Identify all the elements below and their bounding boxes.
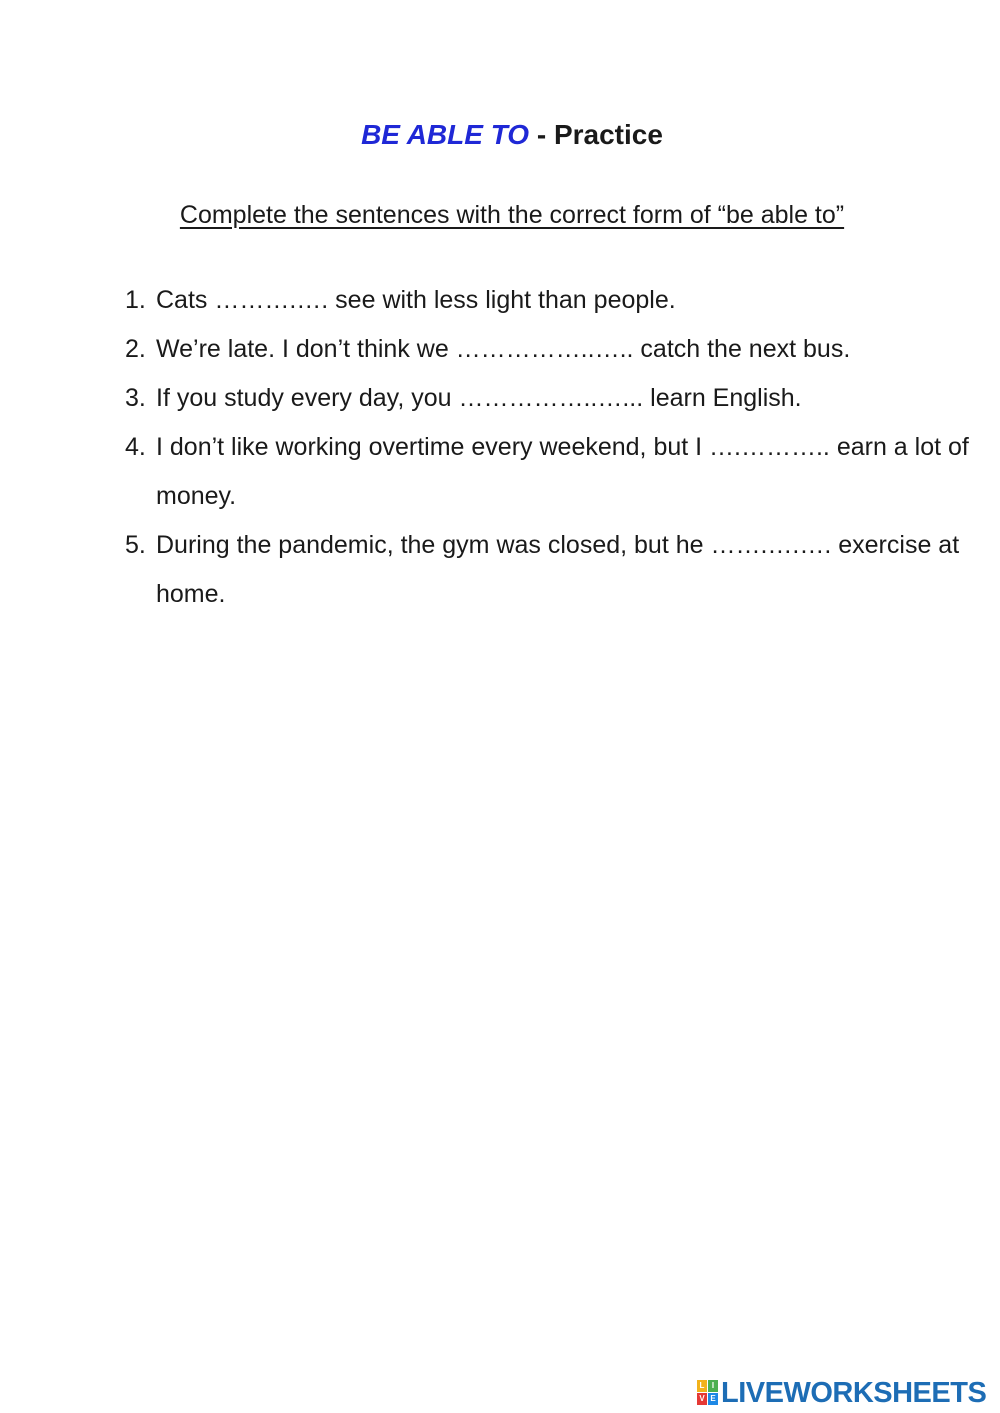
liveworksheets-brand [697,1377,986,1409]
list-item [125,276,985,325]
item-text: We’re late. I don’t think we ……………..….. catch the next bus. [156,335,851,363]
item-text: Cats ……….…. see with less light than people. [156,286,676,314]
worksheet-title [0,119,1000,151]
item-text: During the pandemic, the gym was closed, but he …….….…. exercise at home. [156,531,960,608]
item-number: 3. [125,384,146,412]
list-item [125,325,985,374]
list-item [125,423,985,521]
list-item [125,521,985,619]
instructions: Complete the sentences with the correct form of “be able to” [179,201,845,229]
exercise-list [125,276,985,619]
item-number: 2. [125,335,146,363]
item-number: 5. [125,531,146,559]
item-text: I don’t like working overtime every weekend, but I ….……….. earn a lot of money. [156,433,969,510]
title-rest: - Practice [529,119,663,150]
item-number: 4. [125,433,146,461]
brand-name: LIVEWORKSHEETS [721,1377,987,1409]
title-emphasis: BE ABLE TO [361,119,530,150]
item-number: 1. [125,286,146,314]
item-text: If you study every day, you ……………..…... learn English. [156,384,802,412]
liveworksheets-logo-icon: L I V E [697,1380,719,1406]
list-item [125,374,985,423]
